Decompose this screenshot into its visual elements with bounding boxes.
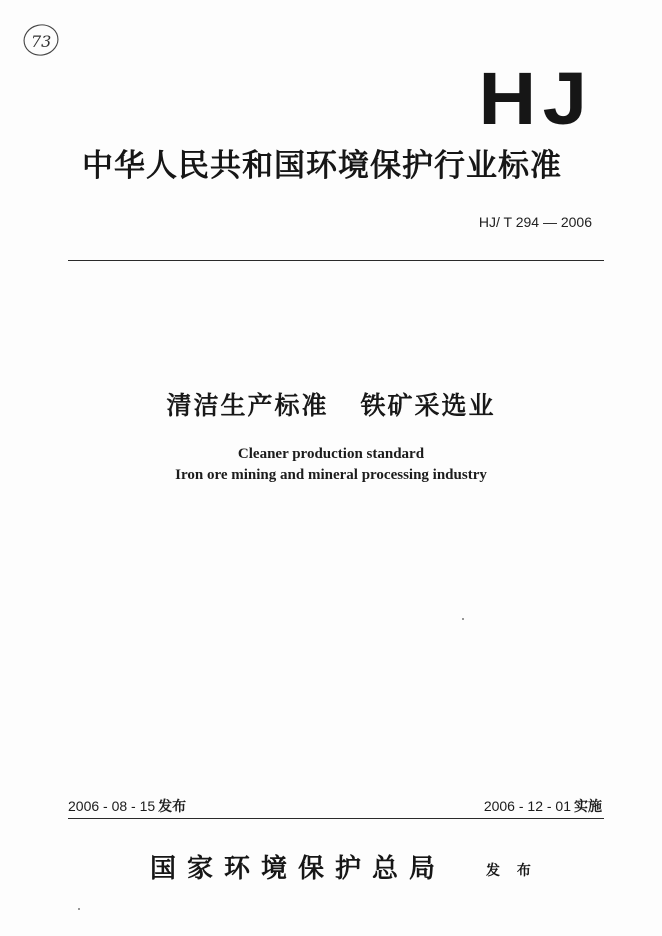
hj-logo: HJ	[478, 57, 594, 140]
effective-date-value: 2006 - 12 - 01	[483, 798, 571, 814]
handwritten-number: 73	[31, 32, 52, 51]
issue-date-label: 发布	[158, 799, 187, 815]
scan-speck	[78, 908, 80, 910]
issuing-label: 发 布	[486, 863, 537, 879]
effective-date-label: 实施	[574, 799, 602, 815]
english-title-line-1: Cleaner production standard	[237, 446, 425, 462]
english-title-line-2: Iron ore mining and mineral processing industry	[175, 467, 487, 483]
issue-date-value: 2006 - 08 - 15	[68, 798, 156, 814]
standard-number: HJ/ T 294 — 2006	[478, 214, 592, 230]
issue-date	[68, 796, 186, 816]
organization-standard-title: 中华人民共和国环境保护行业标准	[82, 148, 562, 184]
effective-date	[484, 796, 602, 816]
chinese-title: 清洁生产标准 铁矿采选业	[166, 391, 496, 420]
bottom-divider	[68, 818, 604, 819]
handwritten-page-mark	[20, 20, 64, 60]
scan-speck	[462, 618, 464, 620]
top-divider	[68, 260, 604, 261]
issuing-authority: 国家环境保护总局	[150, 854, 447, 884]
